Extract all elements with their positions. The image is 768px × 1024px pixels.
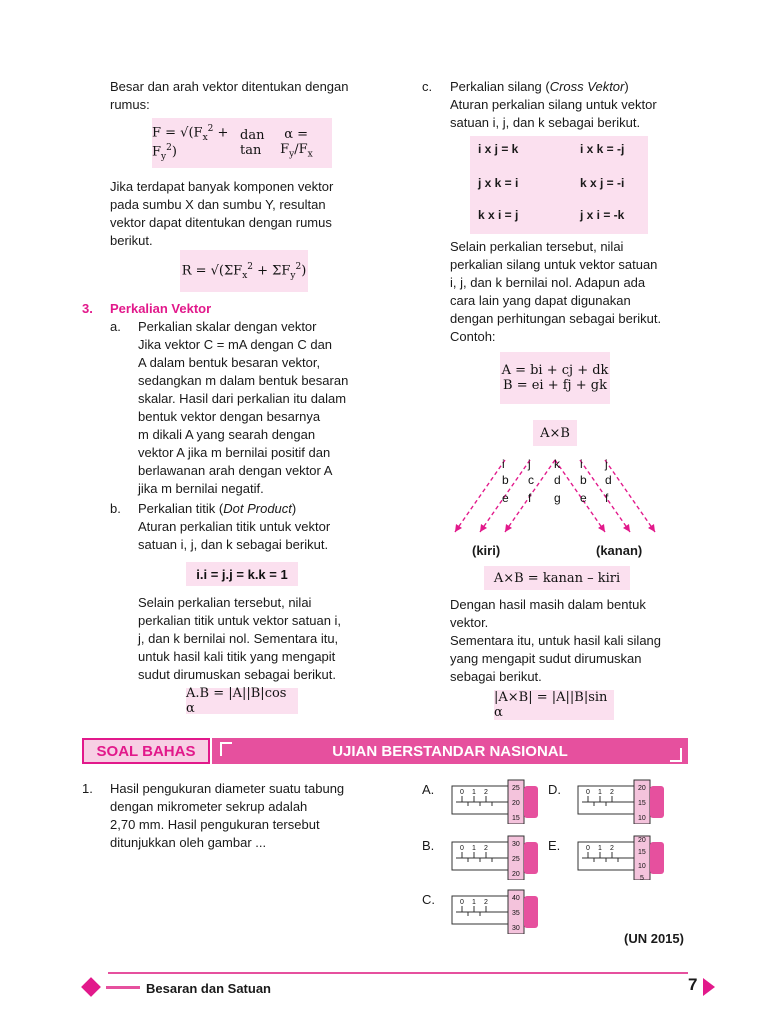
sleeve-number: 0 — [586, 789, 590, 796]
thimble-number: 20 — [512, 800, 520, 807]
cross-rule: k x j = -i — [580, 176, 625, 190]
sleeve-number: 1 — [598, 789, 602, 796]
formula-dot-units: i.i = j.j = k.k = 1 — [186, 562, 298, 586]
sleeve-number: 0 — [460, 789, 464, 796]
footer-diamond-icon — [81, 977, 101, 997]
micrometer-option-d[interactable] — [574, 778, 666, 824]
thimble-number: 20 — [638, 837, 646, 844]
footer-dash — [106, 986, 140, 989]
sleeve-number: 2 — [484, 789, 488, 796]
thimble-number: 20 — [638, 785, 646, 792]
option-b-label[interactable]: B. — [422, 838, 435, 853]
item-b-text: Perkalian titik (Dot Product) Aturan perkalian titik untuk vektor satuan i, j, dan k sebagai berikut. — [138, 501, 331, 552]
page-number: 7 — [688, 975, 698, 994]
diagram-cell: d — [605, 473, 612, 487]
formula-dot-angle: A.B = |A||B|cos α — [186, 688, 298, 714]
diagram-cell: g — [554, 491, 561, 505]
thimble-number: 5 — [640, 875, 644, 880]
diagram-cell: j — [605, 457, 608, 471]
label-kiri: (kiri) — [472, 543, 501, 558]
cross-product-diagram — [450, 452, 660, 544]
sleeve-number: 2 — [610, 789, 614, 796]
sleeve-number: 1 — [472, 899, 476, 906]
thimble-number: 25 — [512, 856, 520, 863]
footer-chapter: Besaran dan Satuan — [146, 981, 271, 996]
formula-vectors: A = bi + cj + dk B = ei + fj + gk — [500, 352, 610, 404]
question-text: Hasil pengukuran diameter suatu tabung dengan mikrometer sekrup adalah 2,70 mm. Hasil pengukuran tersebut ditunjukkan oleh gambar ... — [110, 781, 345, 850]
sleeve-number: 0 — [586, 845, 590, 852]
sleeve-number: 2 — [610, 845, 614, 852]
item-c-text2: Selain perkalian tersebut, nilai perkalian silang untuk vektor satuan i, j, dan k bernilai nol. Adapun ada cara lain yang dapat digunakan dengan perhitungan sebagai berikut. Contoh: — [450, 239, 662, 344]
left-p2: Jika terdapat banyak komponen vektor pada sumbu X dan sumbu Y, resultan vektor dapat ditentukan dengan rumus berikut. — [110, 179, 334, 248]
thimble-number: 35 — [512, 910, 520, 917]
sleeve-number: 0 — [460, 899, 464, 906]
diagram-cell: e — [502, 491, 509, 505]
thimble-number: 15 — [638, 800, 646, 807]
micrometer-option-c[interactable] — [448, 888, 540, 934]
diagram-cell: k — [554, 457, 560, 471]
item-b-text2: Selain perkalian tersebut, nilai perkalian titik untuk vektor satuan i, j, dan k bernilai nol. Sementara itu, untuk hasil kali titik yang mengapit sudut dirumuskan sebagai berikut. — [138, 595, 342, 682]
thimble-number: 30 — [512, 925, 520, 932]
thimble-number: 10 — [638, 863, 646, 870]
micrometer-option-a[interactable] — [448, 778, 540, 824]
thimble-number: 20 — [512, 871, 520, 878]
label-kanan: (kanan) — [596, 543, 643, 558]
option-e-label[interactable]: E. — [548, 838, 561, 853]
item-c-label: c. — [422, 79, 433, 94]
thimble-number: 30 — [512, 841, 520, 848]
ujian-banner: UJIAN BERSTANDAR NASIONAL — [212, 738, 688, 764]
item-a-label: a. — [110, 319, 121, 334]
question-number: 1. — [82, 781, 93, 796]
option-c-label[interactable]: C. — [422, 892, 435, 907]
diagram-cell: b — [502, 473, 509, 487]
formula-axb: A×B — [533, 420, 577, 446]
question-source: (UN 2015) — [624, 931, 684, 946]
sleeve-number: 2 — [484, 845, 488, 852]
micrometer-option-b[interactable] — [448, 834, 540, 880]
cross-rule: k x i = j — [478, 208, 519, 222]
banner-corner-right — [670, 748, 682, 762]
cross-rule: i x k = -j — [580, 142, 625, 156]
thimble-number: 25 — [512, 785, 520, 792]
option-a-label[interactable]: A. — [422, 782, 435, 797]
section-number: 3. — [82, 301, 93, 316]
left-p1: Besar dan arah vektor ditentukan dengan rumus: — [110, 79, 349, 112]
micrometer-option-e[interactable] — [574, 834, 666, 880]
sleeve-number: 1 — [472, 789, 476, 796]
page-arrow-icon — [703, 978, 715, 996]
formula-kanan-kiri: A×B = kanan – kiri — [484, 566, 630, 590]
thimble-number: 15 — [638, 849, 646, 856]
thimble-number: 40 — [512, 895, 520, 902]
diagram-cell: e — [580, 491, 587, 505]
diagram-cell: f — [605, 491, 609, 505]
diagram-cell: f — [528, 491, 532, 505]
soal-bahas-tag: SOAL BAHAS — [82, 738, 210, 764]
diagram-cell: b — [580, 473, 587, 487]
cross-rule: j x i = -k — [580, 208, 625, 222]
option-d-label[interactable]: D. — [548, 782, 561, 797]
diagram-cell: c — [528, 473, 534, 487]
sleeve-number: 2 — [484, 899, 488, 906]
diagram-cell: j — [528, 457, 531, 471]
section-title: Perkalian Vektor — [110, 301, 212, 316]
formula-resultant: $R = √(\Sigma F_x^2 + \Sigma F_y^2)$ — [180, 250, 308, 292]
diagram-cell: i — [502, 457, 505, 471]
item-c-text3: Dengan hasil masih dalam bentuk vektor. Sementara itu, untuk hasil kali silang yang mengapit sudut dirumuskan sebagai berikut. — [450, 597, 662, 684]
formula-cross-angle: |A×B| = |A||B|sin α — [494, 690, 614, 720]
banner-corner-left — [220, 742, 232, 756]
footer-rule — [108, 972, 688, 974]
diagram-cell: i — [580, 457, 583, 471]
cross-rule: j x k = i — [478, 176, 519, 190]
thimble-number: 10 — [638, 815, 646, 822]
item-b-label: b. — [110, 501, 121, 516]
sleeve-number: 1 — [472, 845, 476, 852]
formula-magnitude-direction: $F = √(F_x^2 + F_y^2)$ dan tan $\alpha = F_y/F_x$ — [152, 118, 332, 168]
sleeve-number: 0 — [460, 845, 464, 852]
cross-table — [470, 136, 648, 234]
sleeve-number: 1 — [598, 845, 602, 852]
cross-rule: i x j = k — [478, 142, 519, 156]
item-a-text: Perkalian skalar dengan vektor Jika vektor C = mA dengan C dan A dalam bentuk besaran vektor, sedangkan m dalam bentuk besaran skalar. Hasil dari perkalian itu dalam bentuk vektor dengan besarnya m dikali A yang searah dengan vektor A jika m bernilai positif dan berlawanan arah dengan vektor A jika m bernilai negatif. — [138, 319, 349, 496]
item-c-text: Perkalian silang (Cross Vektor) Aturan perkalian silang untuk vektor satuan i, j, dan k sebagai berikut. — [450, 79, 657, 130]
thimble-number: 15 — [512, 815, 520, 822]
diagram-cell: d — [554, 473, 561, 487]
